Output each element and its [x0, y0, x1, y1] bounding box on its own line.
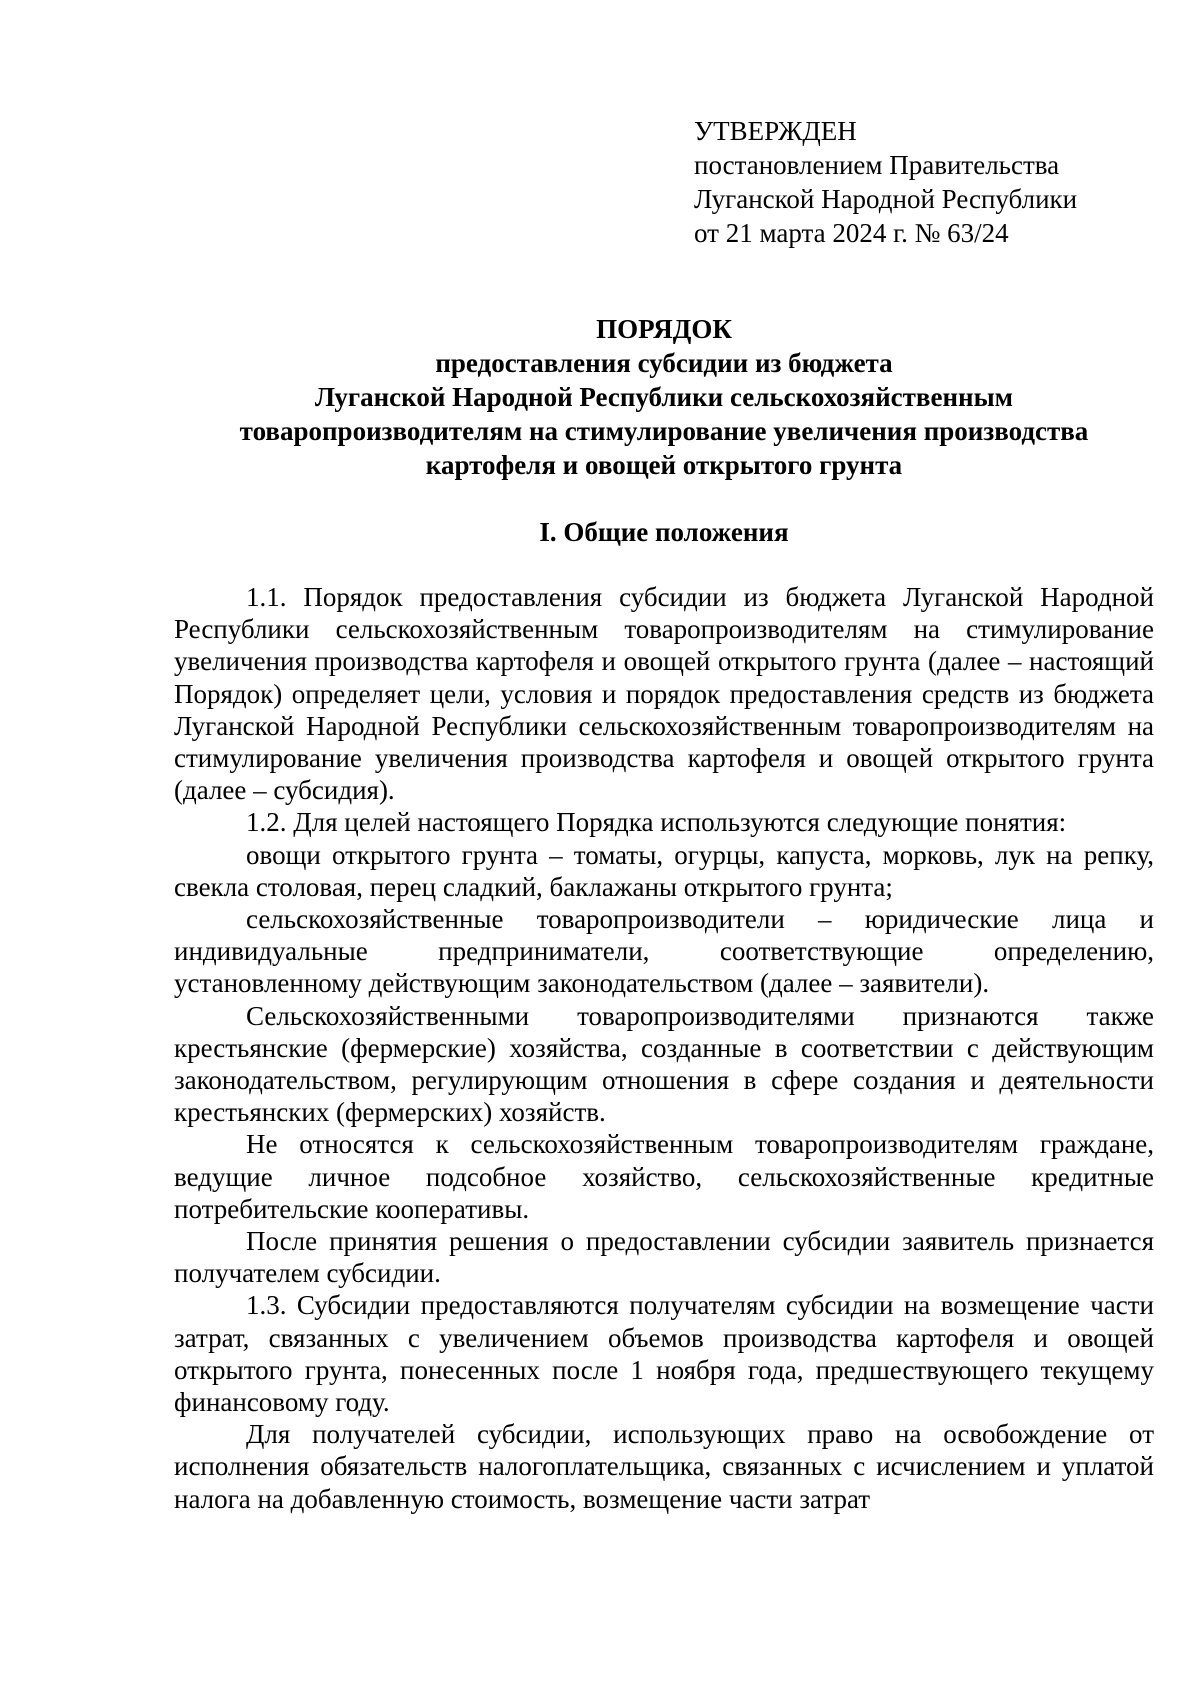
approval-republic: Луганской Народной Республики	[694, 184, 1078, 214]
title-line-1: предоставления субсидии из бюджета	[435, 348, 893, 378]
approval-stamp	[694, 114, 1174, 250]
paragraph-exclusions: Не относятся к сельскохозяйственным товаропроизводителям граждане, ведущие личное подсобное хозяйство, сельскохозяйственные кредитные потребительские кооперативы.	[174, 1129, 1154, 1224]
paragraph-1-1: 1.1. Порядок предоставления субсидии из бюджета Луганской Народной Республики сельскохозяйственным товаропроизводителям на стимулирование увеличения производства картофеля и овощей открытого грунта (далее – настоящий Порядок) определяет цели, условия и порядок предоставления средств из бюджета Луганской Народной Республики сельскохозяйственным товаропроизводителям на стимулирование увеличения производства картофеля и овощей открытого грунта (далее – субсидия).	[174, 582, 1154, 806]
document-body	[174, 581, 1154, 1515]
title-main: ПОРЯДОК	[596, 314, 732, 344]
document-title	[174, 312, 1154, 482]
title-line-3: товаропроизводителям на стимулирование увеличения производства	[239, 416, 1089, 446]
paragraph-1-2: 1.2. Для целей настоящего Порядка используются следующие понятия:	[246, 807, 1067, 838]
paragraph-vat: Для получателей субсидии, использующих право на освобождение от исполнения обязательств налогоплательщика, связанных с исчислением и уплатой налога на добавленную стоимость, возмещение части затрат	[174, 1419, 1154, 1514]
paragraph-farms: Сельскохозяйственными товаропроизводителями признаются также крестьянские (фермерские) хозяйства, созданные в соответствии с действующим законодательством, регулирующим отношения в сфере создания и деятельности крестьянских (фермерских) хозяйств.	[174, 1000, 1154, 1128]
title-line-2: Луганской Народной Республики сельскохозяйственным	[314, 382, 1014, 412]
definition-producers: сельскохозяйственные товаропроизводители – юридические лица и индивидуальные предприниматели, соответствующие определению, установленному действующим законодательством (далее – заявители).	[174, 904, 1154, 999]
paragraph-1-3: 1.3. Субсидии предоставляются получателям субсидии на возмещение части затрат, связанных с увеличением объемов производства картофеля и овощей открытого грунта, понесенных после 1 ноября года, предшествующего текущему финансовому году.	[174, 1290, 1154, 1418]
approval-authority: постановлением Правительства	[694, 150, 1060, 180]
section-heading: I. Общие положения	[539, 517, 789, 547]
approval-date-number: от 21 марта 2024 г. № 63/24	[694, 218, 1009, 248]
paragraph-recipient: После принятия решения о предоставлении субсидии заявитель признается получателем субсидии.	[174, 1226, 1154, 1289]
approval-title: УТВЕРЖДЕН	[694, 116, 857, 146]
title-line-4: картофеля и овощей открытого грунта	[425, 450, 903, 480]
definition-vegetables: овощи открытого грунта – томаты, огурцы, капуста, морковь, лук на репку, свекла столовая, перец сладкий, баклажаны открытого грунта;	[174, 839, 1154, 902]
